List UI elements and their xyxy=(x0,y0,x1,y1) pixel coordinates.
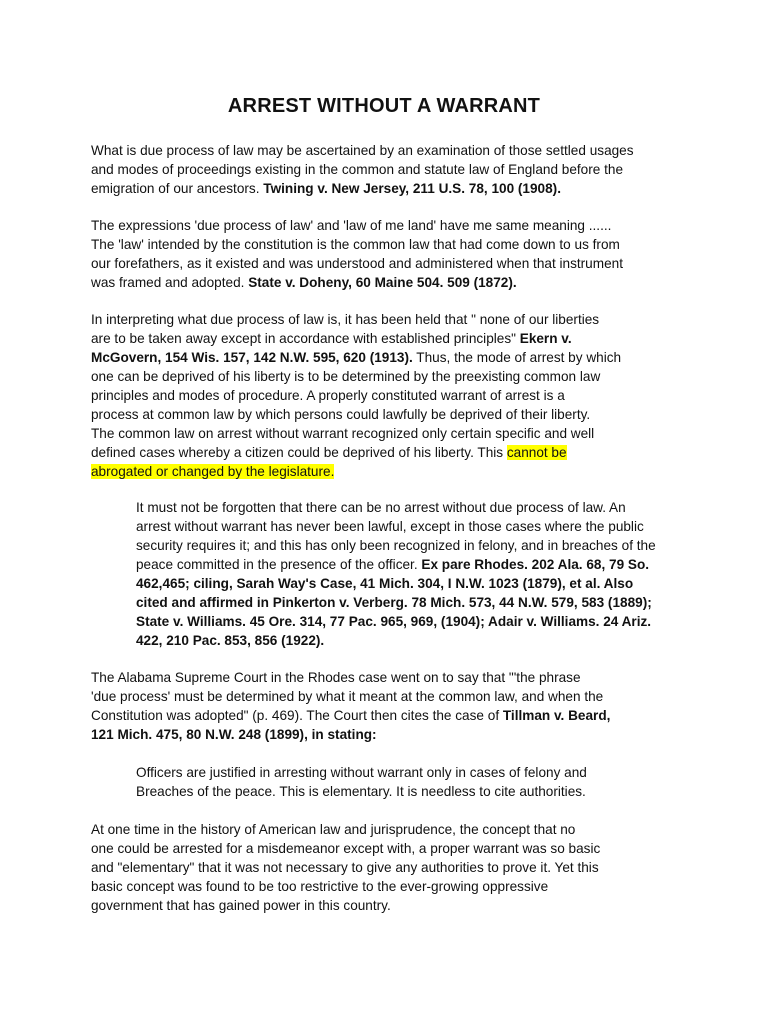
text-line xyxy=(91,179,691,198)
text-line xyxy=(91,273,691,292)
text-line: What is due process of law may be ascertained by an examination of those settled usages xyxy=(91,143,634,158)
paragraph-alabama-supreme-court xyxy=(91,668,691,744)
case-citation: State v. Williams. 45 Ore. 314, 77 Pac. 965, 969, (1904); Adair v. Williams. 24 Ariz. xyxy=(136,614,652,629)
document-title: ARREST WITHOUT A WARRANT xyxy=(227,95,541,117)
highlighted-text: cannot be xyxy=(506,445,567,460)
text-run: Thus, the mode of arrest by which xyxy=(412,350,622,365)
text-run: emigration of our ancestors. xyxy=(91,181,264,196)
text-line xyxy=(91,725,691,744)
block-quote-rhodes xyxy=(136,498,681,650)
case-citation: 462,465; ciling, Sarah Way's Case, 41 Mich. 304, I N.W. 1023 (1879), et al. Also xyxy=(136,576,634,591)
text-line: The expressions 'due process of law' and 'law of me land' have me same meaning ...... xyxy=(91,218,612,233)
text-line xyxy=(91,329,691,348)
text-line: The 'law' intended by the constitution is the common law that had come down to us from xyxy=(91,237,620,252)
text-line: our forefathers, as it existed and was understood and administered when that instrument xyxy=(91,256,623,271)
text-run: are to be taken away except in accordance with established principles" xyxy=(91,331,520,346)
text-line xyxy=(91,348,691,367)
text-run: peace committed in the presence of the officer. xyxy=(136,557,422,572)
text-line: process at common law by which persons could lawfully be deprived of their liberty. xyxy=(91,407,591,422)
text-line: and "elementary" that it was not necessary to give any authorities to prove it. Yet this xyxy=(91,860,599,875)
text-line: At one time in the history of American law and jurisprudence, the concept that no xyxy=(91,822,576,837)
case-citation: 121 Mich. 475, 80 N.W. 248 (1899), in stating: xyxy=(91,727,377,742)
text-line xyxy=(136,631,681,650)
case-citation: McGovern, 154 Wis. 157, 142 N.W. 595, 620 (1913). xyxy=(91,350,413,365)
text-line: It must not be forgotten that there can be no arrest without due process of law. An xyxy=(136,500,626,515)
text-line: In interpreting what due process of law is, it has been held that " none of our liberties xyxy=(91,312,600,327)
case-citation: Tillman v. Beard, xyxy=(502,708,611,723)
paragraph-law-of-the-land xyxy=(91,216,691,292)
case-citation: Twining v. New Jersey, 211 U.S. 78, 100 (1908). xyxy=(263,181,561,196)
text-line: security requires it; and this has only been recognized in felony, and in breaches of the xyxy=(136,538,656,553)
text-line: one could be arrested for a misdemeanor except with, a proper warrant was so basic xyxy=(91,841,601,856)
text-run: defined cases whereby a citizen could be deprived of his liberty. This xyxy=(91,445,507,460)
text-line xyxy=(136,612,681,631)
text-line: basic concept was found to be too restrictive to the ever-growing oppressive xyxy=(91,879,549,894)
text-line: Officers are justified in arresting without warrant only in cases of felony and xyxy=(136,765,587,780)
text-line xyxy=(136,574,681,593)
case-citation: 422, 210 Pac. 853, 856 (1922). xyxy=(136,633,325,648)
text-line xyxy=(91,443,691,462)
text-line: one can be deprived of his liberty is to be determined by the preexisting common law xyxy=(91,369,601,384)
text-line xyxy=(136,593,681,612)
text-line xyxy=(91,462,691,481)
text-line: The Alabama Supreme Court in the Rhodes case went on to say that "'the phrase xyxy=(91,670,581,685)
text-line xyxy=(91,706,691,725)
case-citation: Ex pare Rhodes. 202 Ala. 68, 79 So. xyxy=(421,557,650,572)
text-line: and modes of proceedings existing in the common and statute law of England before the xyxy=(91,162,624,177)
text-run: was framed and adopted. xyxy=(91,275,249,290)
highlighted-text: abrogated or changed by the legislature. xyxy=(91,464,335,479)
case-citation: Ekern v. xyxy=(519,331,572,346)
block-quote-tillman xyxy=(136,763,681,801)
text-line: principles and modes of procedure. A properly constituted warrant of arrest is a xyxy=(91,388,565,403)
text-line: Breaches of the peace. This is elementary. It is needless to cite authorities. xyxy=(136,784,586,799)
text-line: The common law on arrest without warrant recognized only certain specific and well xyxy=(91,426,595,441)
paragraph-american-law-history xyxy=(91,820,691,915)
text-run: Constitution was adopted" (p. 469). The Court then cites the case of xyxy=(91,708,503,723)
paragraph-due-process-definition xyxy=(91,141,691,198)
text-line: government that has gained power in this country. xyxy=(91,898,391,913)
text-line xyxy=(136,555,681,574)
case-citation: State v. Doheny, 60 Maine 504. 509 (1872). xyxy=(248,275,517,290)
case-citation: cited and affirmed in Pinkerton v. Verberg. 78 Mich. 573, 44 N.W. 579, 583 (1889); xyxy=(136,595,652,610)
text-line: arrest without warrant has never been lawful, except in those cases where the public xyxy=(136,519,644,534)
text-line: 'due process' must be determined by what it meant at the common law, and when the xyxy=(91,689,604,704)
paragraph-interpreting-due-process xyxy=(91,310,691,481)
